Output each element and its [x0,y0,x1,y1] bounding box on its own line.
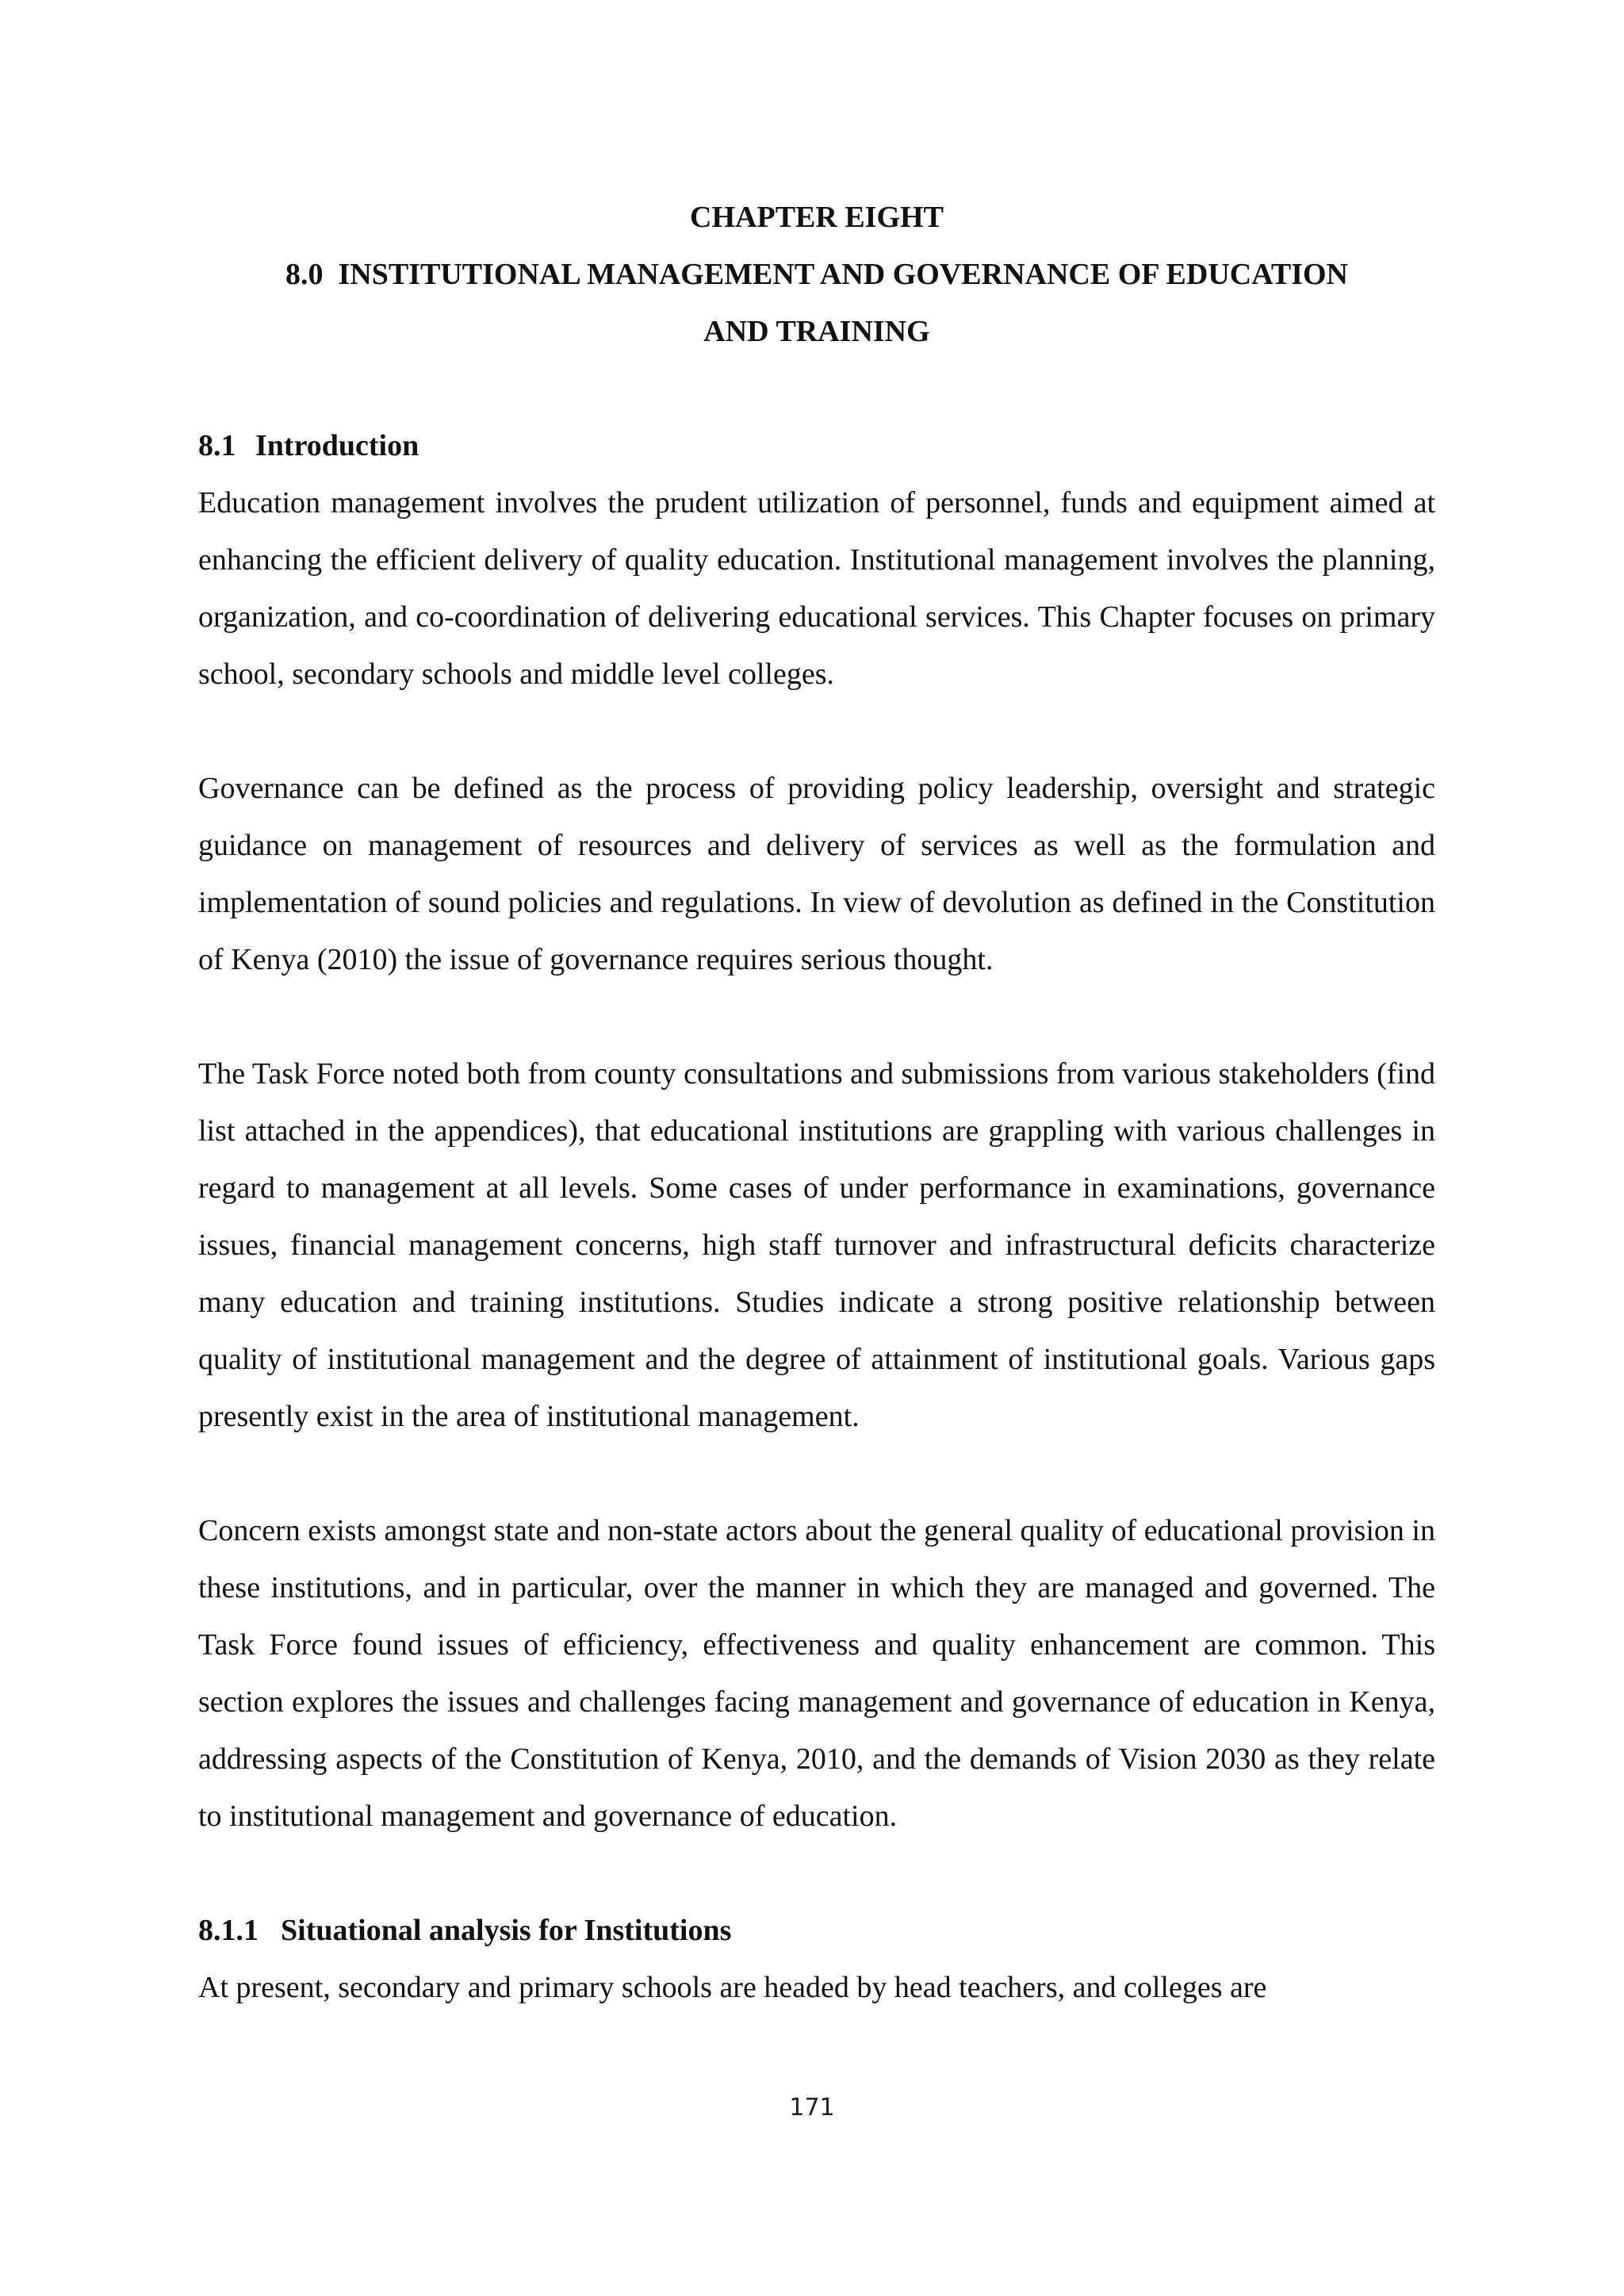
spacer [198,988,1435,1045]
chapter-heading [198,246,1435,303]
section-heading-introduction [198,417,1435,474]
chapter-title-line1: INSTITUTIONAL MANAGEMENT AND GOVERNANCE OF EDUCATION [338,258,1348,291]
paragraph: The Task Force noted both from county consultations and submissions from various stakeholders (find list attached in the appendices), that educational institutions are grappling with various challenges in regard to management at all levels. Some cases of under performance in examinations, governance issues, financial management concerns, high staff turnover and infrastructural deficits characterize many education and training institutions. Studies indicate a strong positive relationship between quality of institutional management and the degree of attainment of institutional goals. Various gaps presently exist in the area of institutional management. [198,1057,1435,1433]
spacer [198,703,1435,760]
section-title: Introduction [255,429,419,462]
paragraph: At present, secondary and primary schools are headed by head teachers, and colleges are [198,1971,1267,2004]
section-number: 8.1 [198,429,236,462]
spacer [198,360,1435,417]
spacer [198,1845,1435,1902]
section-number: 8.1.1 [198,1914,259,1947]
chapter-title-line2: AND TRAINING [703,315,930,348]
chapter-label: CHAPTER EIGHT [690,201,944,234]
paragraph: Governance can be defined as the process of providing policy leadership, oversight and strategic guidance on management of resources and delivery of services as well as the formulation and implementation of sound policies and regulations. In view of devolution as defined in the Constitution of Kenya (2010) the issue of governance requires serious thought. [198,772,1435,976]
paragraph: Concern exists amongst state and non-state actors about the general quality of educational provision in these institutions, and in particular, over the manner in which they are managed and governed. The Task Force found issues of efficiency, effectiveness and quality enhancement are common. This section explores the issues and challenges facing management and governance of education in Kenya, addressing aspects of the Constitution of Kenya, 2010, and the demands of Vision 2030 as they relate to institutional management and governance of education. [198,1514,1435,1833]
section-heading-situational-analysis [198,1902,1435,1959]
page-content [198,189,1435,2016]
paragraph: Education management involves the prudent utilization of personnel, funds and equipment aimed at enhancing the efficient delivery of quality education. Institutional management involves the planning, organization, and co-coordination of delivering educational services. This Chapter focuses on primary school, secondary schools and middle level colleges. [198,486,1435,691]
spacer [198,1445,1435,1502]
page-number: 171 [789,2094,835,2122]
chapter-number: 8.0 [285,258,324,291]
section-title: Situational analysis for Institutions [281,1914,732,1947]
